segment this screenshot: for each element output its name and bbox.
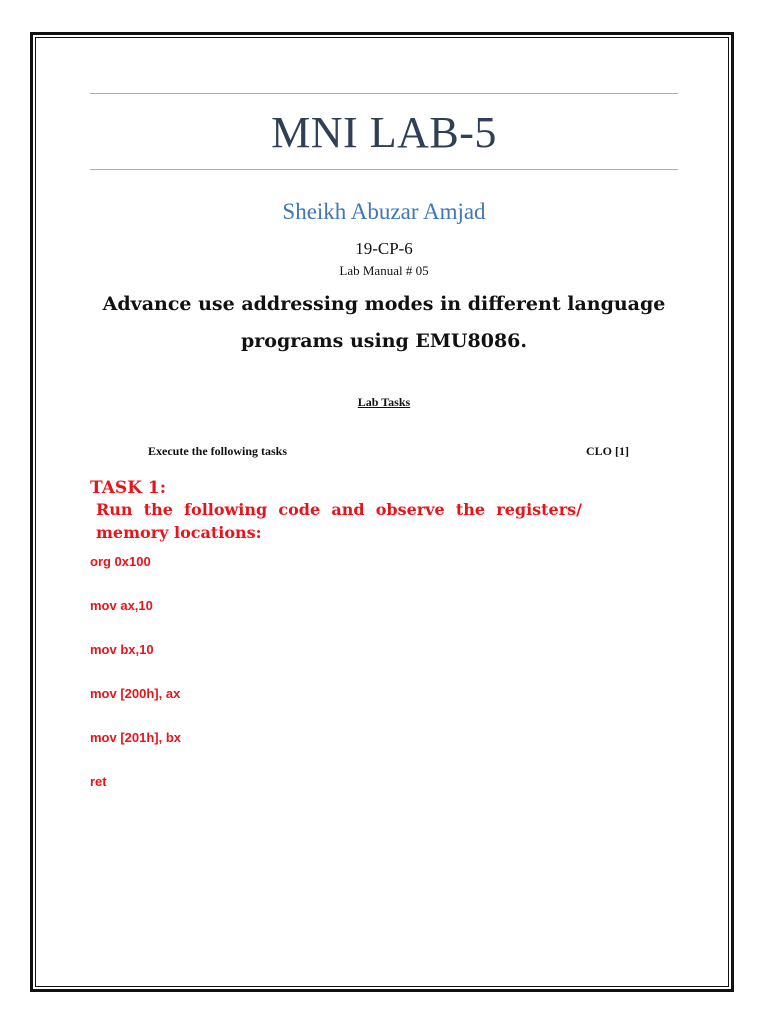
code-line: mov bx,10 [90, 642, 154, 657]
code-line: mov [200h], ax [90, 686, 181, 701]
document-title: MNI LAB-5 [271, 108, 497, 157]
code-line: org 0x100 [90, 554, 151, 569]
code-line: mov ax,10 [90, 598, 153, 613]
lab-heading: Advance use addressing modes in different language programs using EMU8086. [102, 293, 666, 352]
code-line: mov [201h], bx [90, 730, 182, 745]
task-instruction: Execute the following tasks [148, 444, 287, 458]
lab-manual-number: Lab Manual # 05 [339, 263, 429, 278]
clo-label: CLO [1] [586, 444, 629, 458]
title-rule-bottom [90, 169, 678, 170]
code-line: ret [90, 774, 107, 789]
title-rule-top [90, 93, 678, 94]
section-title-lab-tasks: Lab Tasks [357, 395, 411, 409]
task-1-title: TASK 1: [90, 478, 166, 498]
task-1-description: Run the following code and observe the registers/ memory locations: [96, 500, 582, 542]
roll-number: 19-CP-6 [355, 239, 413, 258]
author-name: Sheikh Abuzar Amjad [282, 199, 486, 224]
